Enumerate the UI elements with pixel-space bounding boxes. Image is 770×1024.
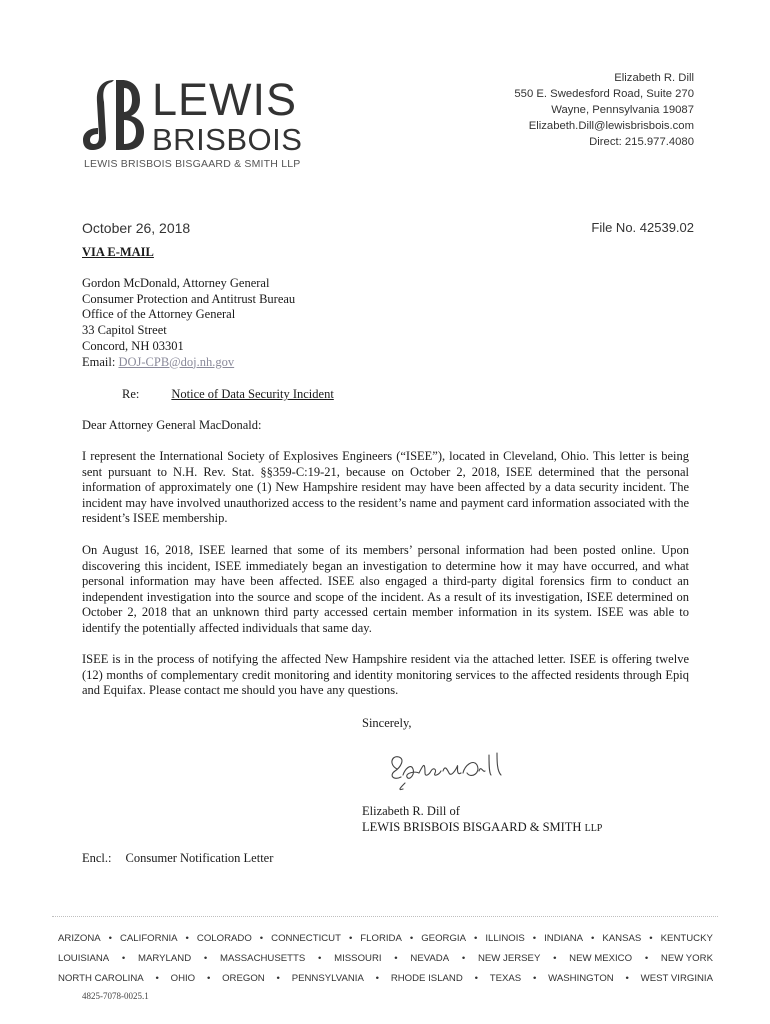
sender-name: Elizabeth R. Dill	[614, 72, 694, 84]
re-line	[122, 387, 334, 402]
body-paragraph-3: ISEE is in the process of notifying the affected New Hampshire resident via the attached letter. ISEE is offering twelve (12) months of complementary credit monitoring and identity monitoring services to the affected residents through Epiq and Equifax. Please contact me should you have any questions.	[82, 652, 689, 698]
footer-separator: •	[121, 953, 126, 964]
footer-state: NEW YORK	[660, 953, 713, 964]
recipient-line2: Consumer Protection and Antitrust Bureau	[82, 291, 296, 306]
footer-state: MISSOURI	[334, 953, 382, 964]
recipient-address	[82, 276, 295, 370]
footer-state: WASHINGTON	[548, 973, 614, 984]
enclosure-line	[82, 851, 273, 866]
footer-state: WEST VIRGINIA	[640, 973, 713, 984]
footer-states-row-2	[58, 953, 713, 964]
footer-state: RHODE ISLAND	[390, 973, 463, 984]
body-paragraph-2: On August 16, 2018, ISEE learned that some of its members’ personal information had been posted online. Upon discovering this incident, ISEE immediately began an investigation to determine how it may have occurred, and what personal information may have been affected. ISEE also engaged a third-party digital forensics firm to conduct an independent investigation into the source and scope of the incident. As a result of its investigation, ISEE determined on October 2, 2018 that an unknown third party accessed certain member information in its system. ISEE was able to identify the potentially affected individuals that same day.	[82, 543, 689, 635]
lb-monogram-icon	[82, 78, 146, 154]
signer-llp: LLP	[584, 822, 603, 834]
footer-state: OHIO	[170, 973, 196, 984]
footer-state: MARYLAND	[138, 953, 192, 964]
enclosure-label: Encl.:	[82, 851, 112, 865]
footer-state: CONNECTICUT	[271, 933, 341, 944]
sender-block	[514, 70, 694, 150]
sender-address-line2: Wayne, Pennsylvania 19087	[551, 104, 694, 116]
footer-separator: •	[259, 933, 264, 944]
footer-separator: •	[625, 973, 629, 984]
sender-address-line1: 550 E. Swedesford Road, Suite 270	[514, 88, 694, 100]
footer-separator: •	[649, 933, 653, 944]
footer-separator: •	[108, 933, 112, 944]
recipient-email-link[interactable]: DOJ-CPB@doj.nh.gov	[118, 354, 235, 369]
document-number: 4825-7078-0025.1	[82, 991, 149, 1001]
footer-separator: •	[532, 933, 537, 944]
footer-state: INDIANA	[544, 933, 584, 944]
signer-line1: Elizabeth R. Dill of	[362, 804, 460, 818]
recipient-line3: Office of the Attorney General	[82, 307, 236, 322]
sender-email: Elizabeth.Dill@lewisbrisbois.com	[528, 120, 694, 132]
re-label: Re:	[122, 387, 140, 401]
re-subject: Notice of Data Security Incident	[171, 387, 334, 401]
letter-date: October 26, 2018	[82, 220, 191, 236]
footer-state: KANSAS	[602, 933, 642, 944]
footer-separator: •	[203, 953, 208, 964]
footer-state: TEXAS	[489, 973, 522, 984]
footer-separator: •	[644, 953, 649, 964]
salutation: Dear Attorney General MacDonald:	[82, 418, 262, 432]
footer-state: ARIZONA	[58, 933, 101, 944]
footer-separator: •	[474, 973, 478, 984]
footer-state: NEVADA	[410, 953, 450, 964]
footer-state: CALIFORNIA	[119, 933, 178, 944]
footer-state: COLORADO	[196, 933, 252, 944]
footer-separator: •	[276, 973, 280, 984]
footer-state: MASSACHUSETTS	[219, 953, 306, 964]
footer-state: LOUISIANA	[58, 953, 110, 964]
footer-separator: •	[375, 973, 380, 984]
firm-logo	[82, 74, 312, 173]
recipient-line1: Gordon McDonald, Attorney General	[82, 276, 270, 290]
footer-state: NEW MEXICO	[569, 953, 633, 964]
footer-separator: •	[461, 953, 466, 964]
footer-state: GEORGIA	[421, 933, 466, 944]
footer-separator: •	[394, 953, 398, 964]
enclosure-text: Consumer Notification Letter	[125, 851, 274, 865]
footer-state: KENTUCKY	[660, 933, 713, 944]
logo-word-lewis: LEWIS	[152, 74, 298, 125]
delivery-method: VIA E-MAIL	[82, 245, 154, 259]
footer-state: FLORIDA	[360, 933, 402, 944]
footer-separator: •	[206, 973, 211, 984]
footer-divider	[52, 916, 718, 917]
handwritten-signature	[385, 747, 525, 793]
body-paragraph-1: I represent the International Society of Explosives Engineers (“ISEE”), located in Cleveland, Ohio. This letter is being sent pursuant to N.H. Rev. Stat. §§359-C:19-21, because on October 2, 2018, ISEE determined that the personal information of approximately one (1) New Hampshire resident may have been affected by a data security incident. The incident may have involved unauthorized access to the resident’s name and payment card information associated with the resident’s ISEE membership.	[82, 449, 689, 526]
file-number: File No. 42539.02	[591, 220, 694, 235]
signer-block	[362, 804, 602, 836]
footer-separator: •	[553, 953, 557, 964]
footer-state: NEW JERSEY	[477, 953, 541, 964]
recipient-email-line	[82, 355, 295, 371]
sender-direct-phone: Direct: 215.977.4080	[589, 136, 694, 148]
closing: Sincerely,	[362, 716, 412, 730]
logo-firm-name: LEWIS BRISBOIS BISGAARD & SMITH LLP	[84, 158, 301, 170]
footer-separator: •	[409, 933, 414, 944]
footer-states-row-3	[58, 973, 713, 984]
footer-state: PENNSYLVANIA	[291, 973, 364, 984]
footer-state: NORTH CAROLINA	[58, 973, 144, 984]
footer-separator: •	[185, 933, 189, 944]
footer-separator: •	[473, 933, 478, 944]
recipient-line4: 33 Capitol Street	[82, 323, 167, 338]
recipient-line5: Concord, NH 03301	[82, 338, 184, 353]
signer-line2	[362, 820, 602, 837]
footer-separator: •	[155, 973, 159, 984]
footer-separator: •	[348, 933, 353, 944]
footer-state: OREGON	[222, 973, 265, 984]
logo-word-brisbois: BRISBOIS	[152, 122, 303, 157]
footer-states-row-1	[58, 933, 713, 944]
footer-state: ILLINOIS	[485, 933, 525, 944]
footer-separator: •	[591, 933, 595, 944]
footer-separator: •	[533, 973, 537, 984]
footer-separator: •	[318, 953, 322, 964]
recipient-email-label: Email:	[82, 354, 119, 369]
signer-firm: LEWIS BRISBOIS BISGAARD & SMITH	[362, 819, 582, 834]
